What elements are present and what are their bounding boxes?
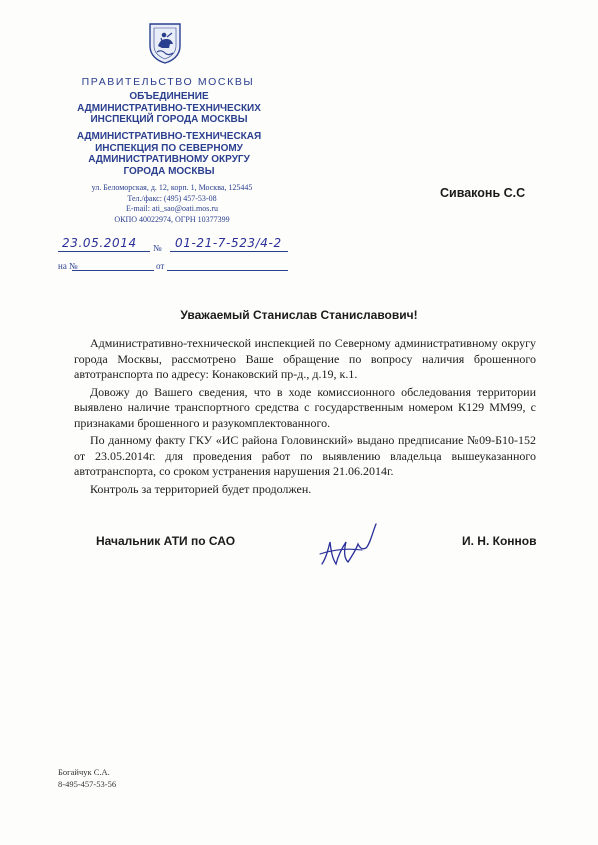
org-line: ИНСПЕКЦИЯ ПО СЕВЕРНОМУ	[95, 142, 243, 154]
number-sign: №	[153, 243, 162, 253]
org-line: АДМИНИСТРАТИВНО-ТЕХНИЧЕСКИХ	[77, 102, 261, 114]
paragraph: Довожу до Вашего сведения, что в ходе комиссионного обследования территории выявлено наличие транспортного средства с государственным номером К129 ММ99, с признаками брошенного и разукомплектованного.	[74, 384, 536, 430]
date-underline	[58, 251, 150, 252]
org-line: ГОРОДА МОСКВЫ	[123, 165, 215, 177]
paragraph: По данному факту ГКУ «ИС района Головинский» выдано предписание №09-Б10-152 от 23.05.2014г. для проведения работ по выявлению владельца вышеуказанного автотранспорта, со сроком устранения нарушения 21.06.2014г.	[74, 433, 536, 478]
executor-name: Богайчук С.А.	[58, 767, 110, 777]
signatory-name: И. Н. Коннов	[462, 534, 537, 548]
org-line: ИНСПЕКЦИЙ ГОРОДА МОСКВЫ	[90, 114, 248, 125]
recipient-name: Сиваконь С.С	[440, 186, 526, 200]
paragraph: Контроль за территорией будет продолжен.	[90, 481, 312, 496]
moscow-coat-of-arms-icon	[148, 22, 182, 64]
executor-info	[58, 766, 116, 790]
paragraph: Административно-технической инспекцией по Северному административному округу города Москвы, рассмотрено Ваше обращение по вопросу наличия брошенного автотранспорта по адресу: Конаковский пр-д., д.19, к.1.	[74, 336, 536, 381]
executor-phone: 8-495-457-53-56	[58, 779, 117, 789]
contact-details	[72, 183, 272, 225]
org-line: АДМИНИСТРАТИВНО-ТЕХНИЧЕСКАЯ	[76, 131, 262, 142]
reference-date-label: от	[156, 261, 165, 271]
handwritten-number: 01-21-7-523/4-2	[175, 236, 282, 250]
reference-number-line	[72, 270, 154, 271]
org-line: АДМИНИСТРАТИВНОМУ ОКРУГУ	[88, 154, 250, 165]
organization-name	[56, 91, 282, 126]
phone-fax: Тел./факс: (495) 457-53-08	[127, 193, 217, 203]
number-underline	[170, 251, 288, 252]
handwritten-date: 23.05.2014	[62, 236, 137, 250]
registry-codes: ОКПО 40022974, ОГРН 10377399	[114, 214, 230, 224]
reference-date-line	[167, 270, 288, 271]
reference-number-label: на №	[58, 261, 78, 271]
inspection-name	[56, 131, 282, 177]
letter-body	[74, 336, 536, 497]
handwritten-signature	[318, 520, 388, 572]
greeting: Уважаемый Станислав Станиславович!	[180, 308, 418, 322]
signatory-title: Начальник АТИ по САО	[96, 534, 236, 548]
org-line: ОБЪЕДИНЕНИЕ	[129, 91, 209, 102]
government-name: ПРАВИТЕЛЬСТВО МОСКВЫ	[81, 76, 255, 88]
address: ул. Беломорская, д. 12, корп. 1, Москва, 125445	[91, 183, 253, 192]
email: E-mail: ati_sao@oati.mos.ru	[125, 204, 218, 213]
